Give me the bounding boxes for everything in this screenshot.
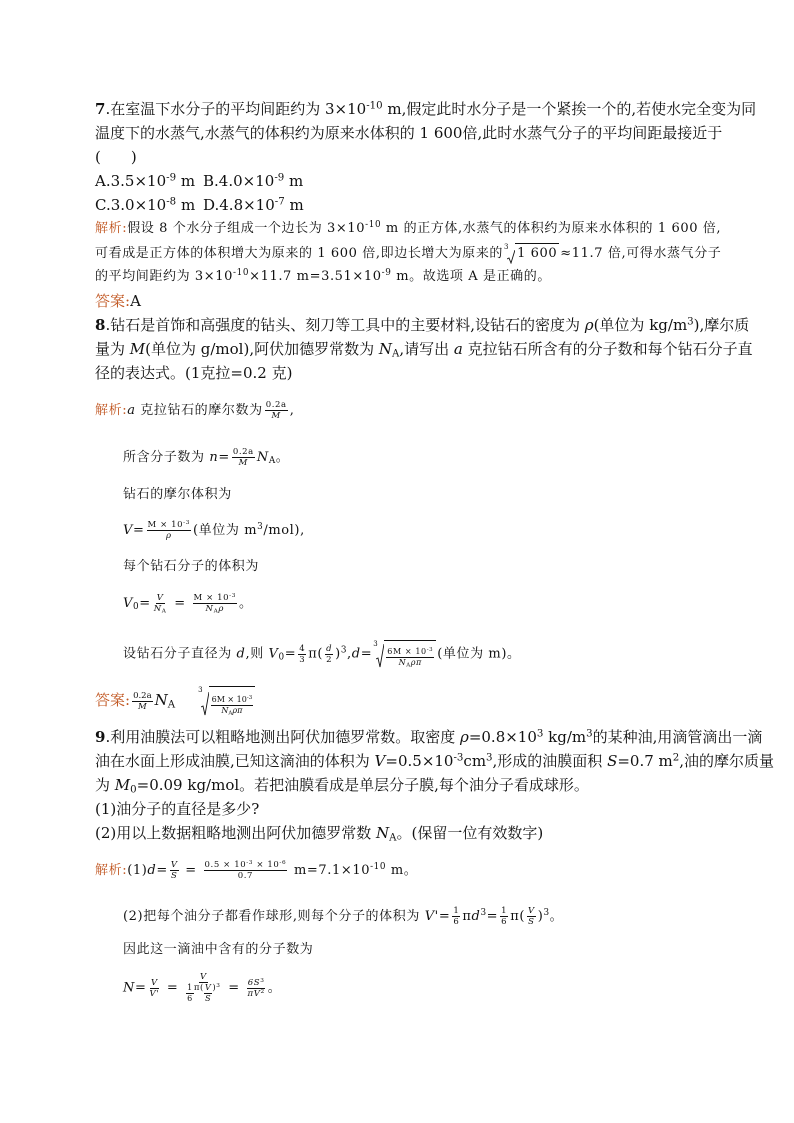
q9-solution-label: 解析: (95, 863, 128, 878)
q7-answer-value: A (130, 292, 141, 310)
fraction: $\frac{V}{V'}$ (149, 977, 160, 999)
fraction: $\frac{1}{6}$ (453, 906, 460, 927)
q8-stem-line-2: 量为 M(单位为 g/mol),阿伏加德罗常数为 $N_A$,请写出 a 克拉钻石所含有的分子数和每个钻石分子直 (95, 340, 753, 360)
q7-option-b: $B.4.0\times 10^{-9}$ m (203, 172, 304, 190)
q8-answer-label: 答案: (95, 691, 131, 709)
fraction: $\frac{M \times 10^{-3}}{\rho}$ (147, 519, 190, 541)
q7-answer-label: 答案: (95, 292, 131, 310)
q9-solution-line-3: 因此这一滴油中含有的分子数为 (123, 942, 314, 957)
fraction: $\frac{0.2a}{M}$ (265, 400, 287, 421)
q8-answer: 答案: $\frac{0.2a}{M}$ $N_A$ 3 $6M \times 10^{-3}$ $N_A\rho\pi$ (95, 686, 256, 716)
q7-solution-line-1: 解析:假设 8 个水分子组成一个边长为 $3\times 10^{-10}$ m 的正方体,水蒸气的体积约为原来水体积的 1 600 倍, (95, 220, 722, 236)
cube-root: 3 $6M \times 10^{-3}$ $N_A\rho\pi$ (198, 686, 255, 716)
fraction: $\frac{6S^3}{\pi V^2}$ (247, 977, 265, 999)
q9-stem-line-2: 油在水面上形成油膜,已知这滴油的体积为 $V=0.5\times 10^{-3}cm^3$,形成的油膜面积 S=0.7 $m^2$,油的摩尔质量 (95, 752, 775, 770)
fraction: $\frac{V}{N_A}$ (153, 593, 167, 615)
q8-solution-line-4: V= $\frac{M \times 10^{-3}}{\rho}$ (单位为 $m^3/mol$), (123, 519, 305, 541)
q7-stem-line-2: 温度下的水蒸气,水蒸气的体积约为原来水体积的 1 600倍,此时水蒸气分子的平均间距最接近于 (95, 124, 723, 142)
fraction: $\frac{4}{3}$ (299, 643, 306, 665)
q8-solution-line-7: 设钻石分子直径为 d,则 $V_0=$ $\frac{4}{3}$ π( $\frac{d}{2}$ )$^3$,d= 3 $6M \times 10^{-3}$ $N_A\rho\pi$ (单位为 m)。 (123, 640, 521, 669)
q9-subquestion-1: (1)油分子的直径是多少? (95, 800, 260, 818)
fraction: $\frac{d}{2}$ (326, 643, 333, 665)
fraction: $\frac{0.5 \times 10^{-3} \times 10^{-6}}{0.7}$ (204, 859, 287, 881)
q8-number: 8 (95, 316, 106, 334)
q8-solution-line-2: 所含分子数为 n= $\frac{0.2a}{M}$ $N_A$。 (123, 447, 290, 468)
fraction: $\frac{V}{S}$ (170, 860, 178, 881)
q7-option-c: $C.3.0\times 10^{-8}$ m (95, 196, 196, 214)
q8-stem-line-1: 8.钻石是首饰和高强度的钻头、刻刀等工具中的主要材料,设钻石的密度为 ρ(单位为 $kg/m^3$),摩尔质 (95, 316, 750, 334)
fraction: V $\frac{1}{6}$ π( $\frac{V}{S}$ )$^3$ (187, 972, 221, 1003)
q9-solution-line-2: (2)把每个油分子都看作球形,则每个分子的体积为 V'= $\frac{1}{6}$ $\pi d^3=$ $\frac{1}{6}$ π( $\frac{V}{S}$ )$^3$。 (123, 906, 564, 927)
q7-number: 7 (95, 100, 106, 118)
q8-solution-line-5: 每个钻石分子的体积为 (123, 559, 260, 574)
q9-solution-line-1: 解析:(1)d= $\frac{V}{S}$ = $\frac{0.5 \times 10^{-3} \times 10^{-6}}{0.7}$ $m=7.1\times 10^{-10}$ m。 (95, 859, 418, 881)
q7-options-row-1 (95, 171, 304, 191)
q9-subquestion-2: (2)用以上数据粗略地测出阿伏加德罗常数 $N_A$。(保留一位有效数字) (95, 824, 544, 844)
fraction: $\frac{1}{6}$ (501, 906, 508, 927)
cube-root: 3 $6M \times 10^{-3}$ $N_A\rho\pi$ (373, 640, 436, 668)
q7-solution-label: 解析: (95, 221, 128, 236)
fraction: $M \times 10^{-3}$ $N_A\rho$ (193, 592, 236, 615)
q9-solution-line-4: N= $\frac{V}{V'}$ = V $\frac{1}{6}$ π( $\frac{V}{S}$ )$^3$ = $\frac{6S^3}{\pi V^2}$ 。 (123, 972, 282, 1003)
q7-solution-line-3: 的平均间距约为 $3\times 10^{-10}\times 11.7$ $m=3.51\times 10^{-9}$ m。故选项 A 是正确的。 (95, 268, 551, 284)
fraction: $\frac{V}{S}$ (528, 906, 535, 927)
q7-options-row-2 (95, 195, 304, 215)
q9-stem-line-1: 9.利用油膜法可以粗略地测出阿伏加德罗常数。取密度 $\rho=0.8\times 10^3$ $kg/m^3$的某种油,用滴管滴出一滴 (95, 728, 763, 746)
fraction: $\frac{0.2a}{M}$ (133, 690, 152, 712)
q7-answer (95, 291, 141, 311)
q9-stem-line-3: 为 $M_0=0.09$ kg/mol。若把油膜看成是单层分子膜,每个油分子看成球形。 (95, 776, 589, 796)
fraction: $\frac{0.2a}{M}$ (232, 447, 254, 468)
q7-stem-line-1: 7.在室温下水分子的平均间距约为 $3\times 10^{-10}$ m,假定此时水分子是一个紧挨一个的,若使水完全变为同 (95, 100, 757, 118)
q8-stem-line-3: 径的表达式。(1克拉=0.2 克) (95, 364, 293, 382)
q7-option-d: $D.4.8\times 10^{-7}$ m (203, 196, 304, 214)
q9-number: 9 (95, 728, 106, 746)
q8-solution-line-6: $V_0=$ $\frac{V}{N_A}$ = $M \times 10^{-3}$ $N_A\rho$ 。 (123, 592, 253, 615)
q7-option-a: $A.3.5\times 10^{-9}$ m (95, 172, 196, 190)
q8-solution-line-3: 钻石的摩尔体积为 (123, 487, 232, 502)
q8-solution-line-1: 解析:a 克拉钻石的摩尔数为 $\frac{0.2a}{M}$ , (95, 400, 295, 421)
q7-solution-line-2: 可看成是正方体的体积增大为原来的 1 600 倍,即边长增大为原来的 3 1 600 ≈11.7 倍,可得水蒸气分子 (95, 243, 721, 264)
q8-solution-label: 解析: (95, 403, 128, 418)
cube-root: 3 1 600 (504, 243, 559, 264)
q7-answer-bracket: ( ) (95, 148, 137, 166)
